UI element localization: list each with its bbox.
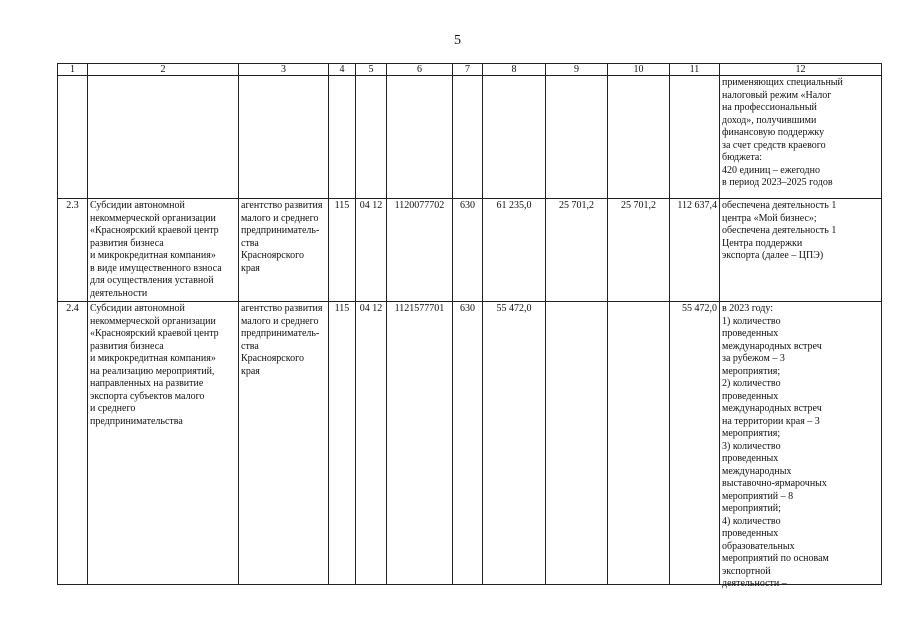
budget-table [57,63,882,589]
cell-empty [58,76,88,199]
cell-col4: 115 [329,199,356,302]
table-row-continuation [58,76,882,199]
header-cell: 2 [88,64,239,76]
cell-empty [88,76,239,199]
cell-number: 2.3 [58,199,88,302]
cell-col5: 04 12 [356,199,387,302]
header-cell: 4 [329,64,356,76]
header-cell: 12 [720,64,882,76]
cell-col10: 25 701,2 [608,199,670,302]
cell-empty [608,76,670,199]
cell-result: применяющих специальный налоговый режим «Налог на профессиональный доход», получившими финансовую поддержку за счет средств краевого бюджета: 420 единиц – ежегодно в период 2023–2025 годов [720,76,882,199]
header-cell: 5 [356,64,387,76]
cell-col7: 630 [453,199,483,302]
table-row [58,302,882,585]
header-row [58,64,882,76]
header-cell: 9 [546,64,608,76]
cell-col8: 55 472,0 [483,302,546,585]
cell-name: Субсидии автономной некоммерческой организации «Красноярский краевой центр развития бизнеса и микрокредитная компания» на реализацию мероприятий, направленных на развитие экспорта субъектов малого и среднего предпринимательства [88,302,239,585]
header-cell: 1 [58,64,88,76]
cell-result: в 2023 году: 1) количество проведенных международных встреч за рубежом – 3 мероприятия; 2) количество проведенных международных встреч на территории края – 3 мероприятия; 3) количество проведенных международных выставочно-ярмарочных мероприятий – 8 мероприятий; 4) количество проведенных образовательных мероприятий по основам экспортной деятельности – [722,303,829,589]
cell-col6: 1120077702 [387,199,453,302]
cell-empty [453,76,483,199]
cell-col4: 115 [329,302,356,585]
cell-col5: 04 12 [356,302,387,585]
cell-empty [546,76,608,199]
cell-col11: 55 472,0 [670,302,720,585]
cell-result: обеспечена деятельность 1 центра «Мой бизнес»; обеспечена деятельность 1 Центра поддержки экспорта (далее – ЦПЭ) [720,199,882,302]
cell-col11: 112 637,4 [670,199,720,302]
header-cell: 7 [453,64,483,76]
cell-col6: 1121577701 [387,302,453,585]
header-cell: 8 [483,64,546,76]
cell-empty [239,76,329,199]
header-cell: 6 [387,64,453,76]
cell-col10 [608,302,670,585]
cell-empty [356,76,387,199]
cell-col8: 61 235,0 [483,199,546,302]
header-cell: 3 [239,64,329,76]
page-number: 5 [454,33,461,48]
header-cell: 10 [608,64,670,76]
cell-empty [387,76,453,199]
cell-col7: 630 [453,302,483,585]
table-row [58,199,882,302]
cell-name: Субсидии автономной некоммерческой организации «Красноярский краевой центр развития бизнеса и микрокредитная компания» в виде имущественного взноса для осуществления уставной деятельности [88,199,239,302]
cell-number: 2.4 [58,302,88,585]
cell-col9: 25 701,2 [546,199,608,302]
cell-agency: агентство развития малого и среднего предприниматель- ства Красноярского края [239,199,329,302]
cell-empty [329,76,356,199]
cell-col9 [546,302,608,585]
cell-agency: агентство развития малого и среднего предприниматель- ства Красноярского края [239,302,329,585]
cell-empty [670,76,720,199]
cell-empty [483,76,546,199]
cell-result-wrap [720,302,882,589]
header-cell: 11 [670,64,720,76]
